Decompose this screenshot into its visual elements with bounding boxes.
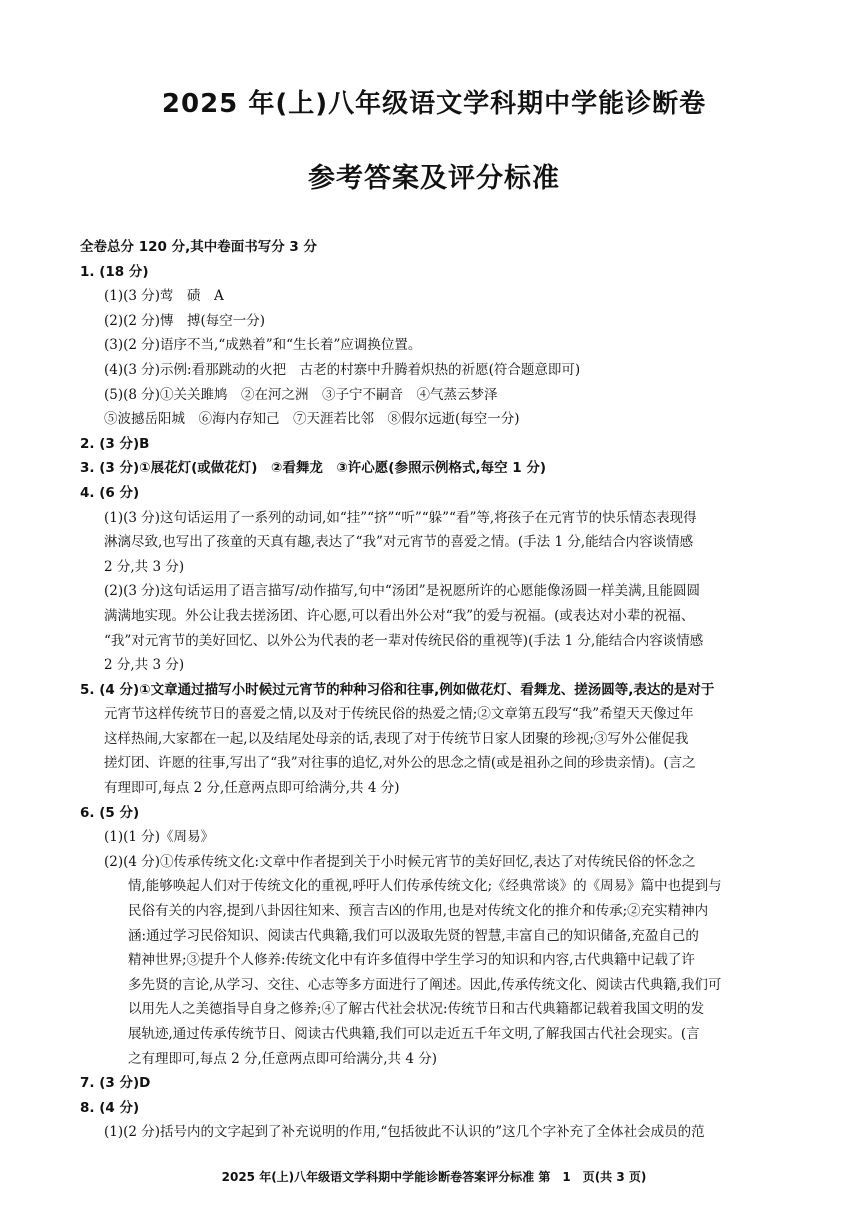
answer-line: 满满地实现。外公让我去搓汤团、许心愿,可以看出外公对“我”的爱与祝福。(或表达对小辈的祝福、 <box>104 607 695 624</box>
page-title: 2025 年(上)八年级语文学科期中学能诊断卷 <box>161 89 707 119</box>
question-4-heading: 4. (6 分) <box>80 484 140 501</box>
answer-line: 搓灯团、许愿的往事,写出了“我”对往事的追忆,对外公的思念之情(或是祖孙之间的珍贵亲情)。(言之 <box>104 755 696 772</box>
page-footer: 2025 年(上)八年级语文学科期中学能诊断卷答案评分标准 第 1 页(共 3 页) <box>221 1170 647 1184</box>
answer-line: (1)(2 分)括号内的文字起到了补充说明的作用,“包括彼此不认识的”这几个字补充了全体社会成员的范 <box>104 1124 705 1141</box>
page-subtitle: 参考答案及评分标准 <box>308 163 560 194</box>
answer-line: 民俗有关的内容,提到八卦因往知来、预言吉凶的作用,也是对传统文化的推介和传承;②充实精神内 <box>128 903 709 920</box>
score-summary: 全卷总分 120 分,其中卷面书写分 3 分 <box>80 239 318 255</box>
question-8-heading: 8. (4 分) <box>80 1099 140 1116</box>
answer-line: 展轨迹,通过传承传统节日、阅读古代典籍,我们可以走近五千年文明,了解我国古代社会现实。(言 <box>128 1026 700 1042</box>
answer-line: 涵:通过学习民俗知识、阅读古代典籍,我们可以汲取先贤的智慧,丰富自己的知识储备,充盈自己的 <box>128 927 699 944</box>
answer-line: 以用先人之美德指导自身之修养;④了解古代社会状况:传统节日和古代典籍都记载着我国文明的发 <box>128 1001 705 1018</box>
answer-line: 元宵节这样传统节日的喜爱之情,以及对于传统民俗的热爱之情;②文章第五段写“我”希望天天像过年 <box>104 706 694 723</box>
question-2-heading: 2. (3 分)B <box>80 435 150 452</box>
answer-line: (2)(2 分)慱 搏(每空一分) <box>104 312 266 329</box>
answer-line: 2 分,共 3 分) <box>104 558 185 575</box>
answer-line: (1)(1 分)《周易》 <box>104 829 215 846</box>
answer-content <box>80 235 788 1145</box>
answer-line: (1)(3 分)莺 碛 A <box>104 288 224 305</box>
answer-line: 这样热闹,大家都在一起,以及结尾处母亲的话,表现了对于传统节日家人团聚的珍视;③写外公催促我 <box>104 730 689 747</box>
answer-line: 情,能够唤起人们对于传统文化的重视,呼吁人们传承传统文化;《经典常谈》的《周易》篇中也提到与 <box>128 878 722 895</box>
answer-line: 之有理即可,每点 2 分,任意两点即可给满分,共 4 分) <box>128 1050 437 1067</box>
question-5-heading: 5. (4 分)①文章通过描写小时候过元宵节的种种习俗和往事,例如做花灯、看舞龙、搓汤圆等,表达的是对于 <box>80 681 715 698</box>
answer-line: (2)(4 分)①传承传统文化:文章中作者提到关于小时候元宵节的美好回忆,表达了对传统民俗的怀念之 <box>104 853 696 870</box>
answer-line: 精神世界;③提升个人修养:传统文化中有许多值得中学生学习的知识和内容,古代典籍中记载了许 <box>128 952 695 969</box>
answer-line: (5)(8 分)①关关雎鸠 ②在河之洲 ③子宁不嗣音 ④气蒸云梦泽 <box>104 386 498 403</box>
answer-line: 淋漓尽致,也写出了孩童的天真有趣,表达了“我”对元宵节的喜爱之情。(手法 1 分,能结合内容谈情感 <box>104 534 694 551</box>
answer-line: 2 分,共 3 分) <box>104 657 185 674</box>
question-1-heading: 1. (18 分) <box>80 263 149 280</box>
question-3-heading: 3. (3 分)①展花灯(或做花灯) ②看舞龙 ③许心愿(参照示例格式,每空 1 分) <box>80 460 547 477</box>
answer-line: (4)(3 分)示例:看那跳动的火把 古老的村寨中升腾着炽热的祈愿(符合题意即可) <box>104 361 581 378</box>
answer-line: “我”对元宵节的美好回忆、以外公为代表的老一辈对传统民俗的重视等)(手法 1 分,能结合内容谈情感 <box>104 632 704 649</box>
answer-line: (1)(3 分)这句话运用了一系列的动词,如“挂”“挤”“听”“躲”“看”等,将孩子在元宵节的快乐情态表现得 <box>104 509 697 526</box>
question-6-heading: 6. (5 分) <box>80 804 140 821</box>
answer-line: 有理即可,每点 2 分,任意两点即可给满分,共 4 分) <box>104 780 400 797</box>
question-7-heading: 7. (3 分)D <box>80 1075 151 1092</box>
answer-line: ⑤波撼岳阳城 ⑥海内存知己 ⑦天涯若比邻 ⑧假尔远逝(每空一分) <box>104 411 520 428</box>
answer-line: 多先贤的言论,从学习、交往、心志等多方面进行了阐述。因此,传承传统文化、阅读古代典籍,我们可 <box>128 976 722 993</box>
answer-line: (3)(2 分)语序不当,“成熟着”和“生长着”应调换位置。 <box>104 337 422 354</box>
answer-line: (2)(3 分)这句话运用了语言描写/动作描写,句中“汤团”是祝愿所许的心愿能像汤圆一样美满,且能圆圆 <box>104 583 700 600</box>
